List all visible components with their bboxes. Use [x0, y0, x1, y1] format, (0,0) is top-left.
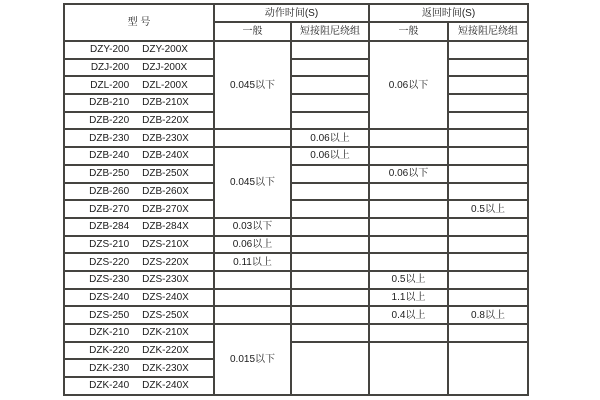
model-cell: [64, 342, 214, 360]
model-name: DZB-284X: [142, 221, 189, 233]
model-name: DZK-220X: [142, 345, 189, 357]
return-damping-cell: [448, 183, 528, 201]
return-general-cell: [369, 342, 448, 395]
model-name: DZS-230X: [142, 274, 189, 286]
table-row: [64, 165, 528, 183]
return-general-cell: 0.4以上: [369, 306, 448, 324]
return-general-cell: 1.1以上: [369, 289, 448, 307]
model-name: DZS-250: [89, 309, 130, 321]
model-name: DZB-210: [89, 97, 130, 109]
action-general-cell: 0.06以上: [214, 236, 291, 254]
model-header: 型 号: [64, 4, 214, 41]
return-damping-cell: [448, 236, 528, 254]
table-row: [64, 253, 528, 271]
return-general-cell: [369, 147, 448, 165]
model-name: DZK-240X: [142, 380, 189, 392]
action-damping-cell: [291, 236, 369, 254]
model-cell: [64, 324, 214, 342]
model-name: DZB-250: [89, 168, 130, 180]
action-general-cell: [214, 271, 291, 289]
action-damping-cell: [291, 76, 369, 94]
table-row: [64, 236, 528, 254]
model-name: DZK-210X: [142, 327, 189, 339]
action-damping-cell: [291, 342, 369, 395]
table-row: [64, 94, 528, 112]
model-name: DZS-240X: [142, 291, 189, 303]
model-name: DZJ-200X: [142, 62, 188, 74]
return-general-cell: 0.5以上: [369, 271, 448, 289]
action-damping-cell: [291, 94, 369, 112]
model-name: DZB-230: [89, 132, 130, 144]
model-cell: [64, 94, 214, 112]
action-damping-cell: [291, 324, 369, 342]
action-general-cell: 0.11以上: [214, 253, 291, 271]
action-damping-cell: [291, 200, 369, 218]
model-cell: [64, 271, 214, 289]
action-general-cell: [214, 306, 291, 324]
model-cell: [64, 200, 214, 218]
return-time-header: 返回时间(S): [369, 4, 528, 22]
table-row: [64, 183, 528, 201]
table-row: [64, 324, 528, 342]
return-damping-cell: [448, 342, 528, 395]
action-general-header: 一般: [214, 22, 291, 41]
model-name: DZB-270X: [142, 203, 189, 215]
model-cell: [64, 377, 214, 395]
return-general-cell: [369, 236, 448, 254]
model-cell: [64, 236, 214, 254]
model-name: DZK-210: [89, 327, 130, 339]
return-damping-cell: [448, 129, 528, 147]
action-damping-cell: [291, 112, 369, 130]
model-name: DZS-240: [89, 291, 130, 303]
return-general-cell: [369, 324, 448, 342]
model-name: DZB-260X: [142, 185, 189, 197]
table-row: [64, 306, 528, 324]
action-damping-cell: 0.06以上: [291, 129, 369, 147]
model-name: DZS-250X: [142, 309, 189, 321]
table-row: [64, 342, 528, 360]
model-cell: [64, 129, 214, 147]
model-cell: [64, 76, 214, 94]
return-general-cell: [369, 253, 448, 271]
action-general-cell: 0.015以下: [214, 324, 291, 395]
return-damping-cell: [448, 218, 528, 236]
model-cell: [64, 183, 214, 201]
return-damping-cell: [448, 289, 528, 307]
model-cell: [64, 289, 214, 307]
action-damping-cell: [291, 218, 369, 236]
action-time-header: 动作时间(S): [214, 4, 369, 22]
model-name: DZB-220X: [142, 115, 189, 127]
table-row: [64, 41, 528, 59]
model-name: DZS-210: [89, 238, 130, 250]
model-cell: [64, 359, 214, 377]
return-damping-header: 短接阻尼绕组: [448, 22, 528, 41]
model-name: DZY-200X: [142, 44, 188, 56]
action-damping-cell: [291, 306, 369, 324]
model-name: DZB-270: [89, 203, 130, 215]
action-damping-cell: [291, 59, 369, 77]
return-general-header: 一般: [369, 22, 448, 41]
table-row: [64, 200, 528, 218]
return-damping-cell: [448, 59, 528, 77]
model-name: DZJ-200: [90, 62, 130, 74]
table-row: [64, 289, 528, 307]
table-row: [64, 271, 528, 289]
return-damping-cell: [448, 253, 528, 271]
action-damping-cell: [291, 41, 369, 59]
table-body: [64, 41, 528, 395]
model-name: DZB-220: [89, 115, 130, 127]
action-damping-cell: [291, 183, 369, 201]
model-name: DZB-260: [89, 185, 130, 197]
model-name: DZB-240X: [142, 150, 189, 162]
model-name: DZB-250X: [142, 168, 189, 180]
model-name: DZS-220: [89, 256, 130, 268]
table-row: [64, 129, 528, 147]
return-damping-cell: [448, 324, 528, 342]
model-cell: [64, 59, 214, 77]
model-name: DZS-220X: [142, 256, 189, 268]
return-damping-cell: [448, 147, 528, 165]
model-cell: [64, 147, 214, 165]
action-damping-cell: [291, 165, 369, 183]
return-damping-cell: 0.5以上: [448, 200, 528, 218]
model-name: DZS-230: [89, 274, 130, 286]
table-row: [64, 59, 528, 77]
return-general-cell: [369, 218, 448, 236]
action-damping-cell: [291, 253, 369, 271]
model-cell: [64, 41, 214, 59]
model-name: DZB-210X: [142, 97, 189, 109]
return-damping-cell: [448, 76, 528, 94]
model-name: DZY-200: [90, 44, 130, 56]
model-name: DZS-210X: [142, 238, 189, 250]
return-general-cell: [369, 200, 448, 218]
model-name: DZB-284: [89, 221, 130, 233]
model-name: DZK-220: [89, 345, 130, 357]
model-cell: [64, 218, 214, 236]
action-damping-cell: [291, 271, 369, 289]
return-general-cell: [369, 183, 448, 201]
action-general-cell: 0.045以下: [214, 41, 291, 129]
spec-table: [63, 3, 529, 396]
action-damping-header: 短接阻尼绕组: [291, 22, 369, 41]
model-cell: [64, 306, 214, 324]
model-name: DZL-200: [90, 79, 130, 91]
model-name: DZK-240: [89, 380, 130, 392]
return-general-cell: [369, 129, 448, 147]
model-name: DZK-230X: [142, 362, 189, 374]
return-damping-cell: [448, 165, 528, 183]
action-general-cell: [214, 289, 291, 307]
model-name: DZB-230X: [142, 132, 189, 144]
return-general-cell: 0.06以下: [369, 41, 448, 129]
table-row: [64, 218, 528, 236]
model-name: DZB-240: [89, 150, 130, 162]
model-name: DZK-230: [89, 362, 130, 374]
action-damping-cell: 0.06以上: [291, 147, 369, 165]
return-general-cell: 0.06以下: [369, 165, 448, 183]
action-general-cell: 0.03以下: [214, 218, 291, 236]
return-damping-cell: [448, 271, 528, 289]
header-row-groups: [64, 4, 528, 22]
relay-spec-sheet: [63, 3, 529, 396]
table-header: [64, 4, 528, 41]
model-cell: [64, 112, 214, 130]
action-damping-cell: [291, 289, 369, 307]
return-damping-cell: 0.8以上: [448, 306, 528, 324]
action-general-cell: 0.045以下: [214, 147, 291, 218]
table-row: [64, 112, 528, 130]
model-name: DZL-200X: [142, 79, 188, 91]
model-cell: [64, 253, 214, 271]
return-damping-cell: [448, 94, 528, 112]
return-damping-cell: [448, 112, 528, 130]
table-row: [64, 76, 528, 94]
table-row: [64, 147, 528, 165]
action-general-cell: [214, 129, 291, 147]
model-cell: [64, 165, 214, 183]
return-damping-cell: [448, 41, 528, 59]
